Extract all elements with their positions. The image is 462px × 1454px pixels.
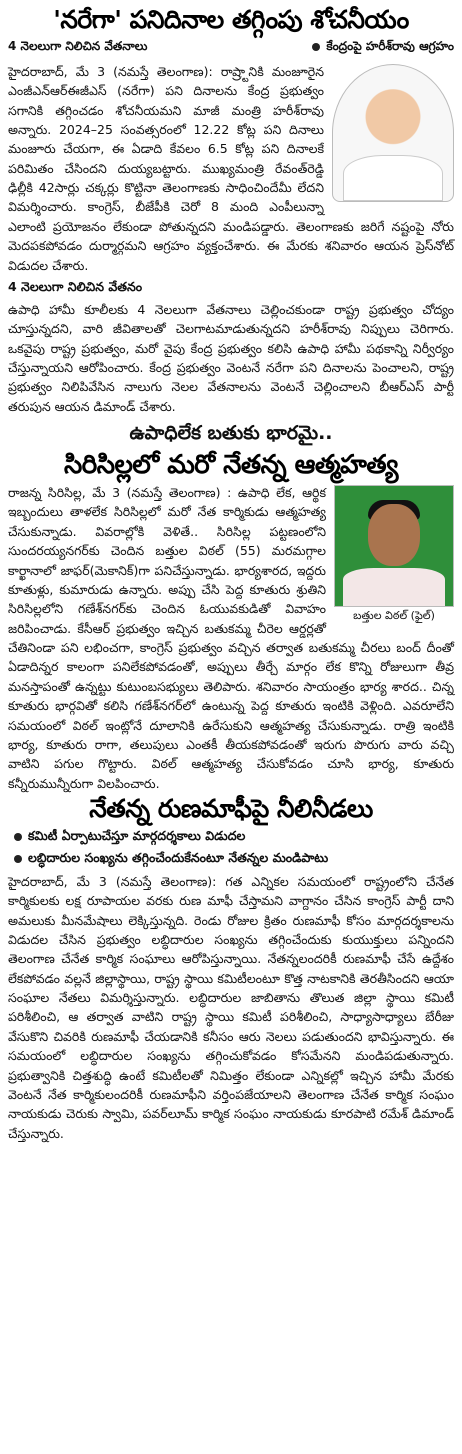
story1-photo-wrap bbox=[332, 64, 454, 202]
story2-photo-wrap bbox=[334, 485, 454, 625]
story3-headline: నేతన్న రుణమాఫీపై నీలినీడలు bbox=[89, 794, 373, 824]
bullet-icon bbox=[14, 855, 22, 863]
story1-subhead-right-wrap bbox=[312, 39, 454, 56]
bullet-icon bbox=[14, 833, 22, 841]
story2-headline: సిరిసిల్లలో మరో నేతన్న ఆత్మహత్య bbox=[64, 450, 398, 481]
story2-body: రాజన్న సిరిసిల్ల, మే 3 (నమస్తే తెలంగాణ) : ఉపాధి లేక, ఆర్థిక ఇబ్బందులు తాళలేక సిరిసిల్లలో మరో నేత కార్మికుడు ఆత్మహత్య చేసుకున్నాడు. వివరాల్లోకి వెళితే.. సిరిసిల్ల పట్టణంలోని సుందరయ్యనగర్‌కు చెందిన బత్తుల విఠల్ (55) మరమగ్గాల కార్ఖానాలో జాఫర్(మెకానిక్)గా పనిచేస్తున్నాడు. భార్యశారద, ఇద్దరు కూతుళ్లు, కుమారుడు ఉన్నారు. అప్పు చేసి పెద్ద కూతురు శ్రుతిని సిరిసిల్లలోని గణేశ్‌నగర్‌కు చెందిన ఓయువకుడితో వివాహం జరిపించాడు. కేసీఆర్ ప్రభుత్వం ఇచ్చిన బతుకమ్మ చీరెల ఆర్డర్లతో చేతినిండా పని లభించగా, కాంగ్రెస్ ప్రభుత్వం వచ్చిన తర్వాత బతుకమ్మ చీరలు బంద్ దీంతో ఏడాదిన్నర కాలంగా పనిలేకపోవడంతో, అప్పులు తీర్చే మార్గం లేక కొన్ని రోజులుగా తీవ్ర మనస్తాపంతో ఉన్నట్టు కుటుంబసభ్యులు తెలిపారు. శనివారం సాయంత్రం భార్య శారద.. చిన్న కూతురు భార్గవితో కలిసి గణేశ్‌నగర్‌లో ఉంటున్న పెద్ద కూతురు ఇంటికి వెళ్లింది. ఎవరూలేని సమయంలో విఠల్ ఇంట్లోనే దూలానికి ఉరేసుకుని ఆత్మహత్య చేసుకున్నాడు. రాత్రి ఇంటికి భార్య, కూతురు రాగా, తలుపులు ఎంతకీ తీయకపోవడంతో ఇరుగు పొరుగు వారు వచ్చి వాటిని పగుల గొట్టారు. విఠల్ ఆత్మహత్య చేసుకోవడం చూసి భార్య, కూతురు కన్నీరుమున్నీరుగా విలపించారు. bbox=[8, 485, 454, 791]
story1-subhead-right: కేంద్రంపై హరీశ్‌రావు ఆగ్రహం bbox=[326, 38, 454, 53]
story1-headline: 'నరేగా' పనిదినాల తగ్గింపు శోచనీయం bbox=[53, 5, 409, 34]
story3-bullet-text: కమిటీ ఏర్పాటుచేస్తూ మార్గదర్శకాలు విడుదల bbox=[28, 827, 246, 843]
harish-rao-photo bbox=[332, 64, 454, 202]
story1-body: హైదరాబాద్, మే 3 (నమస్తే తెలంగాణ): రాష్ర్టానికి మంజూరైన ఎంజీఎన్‌ఆర్‌ఈజీఎస్ (నరేగా) పని దినాలను కేంద్ర ప్రభుత్వం సగానికి తగ్గించడం శోచనీయమని మాజీ మంత్రి హరీశ్‌రావు అన్నారు. 2024–25 సంవత్సరంలో 12.22 కోట్ల పని దినాలు మంజూరు చేయగా, ఈ ఏడాది కేవలం 6.5 కోట్ల పని దినాలకే పరిమితం చేసిందని దుయ్యబట్టారు. ముఖ్యమంత్రి రేవంత్‌రెడ్డి ఢిల్లీకి 42సార్లు చక్కర్లు కొట్టినా తెలంగాణకు సాధించిందేమీ లేదని విమర్శించారు. కాంగ్రెస్, బీజేపీకి చెరో 8 మంది ఎంపీలున్నా ఎలాంటి ప్రయోజనం లేకుండా పోతున్నదని మండిపడ్డారు. తెలంగాణకు జరిగే నష్టంపై నోరు మెదపకపోవడం దుర్మార్గమని ఆగ్రహం వ్యక్తంచేశారు. ఈ మేరకు శనివారం ఆయన ప్రెస్‌నోట్ విడుదల చేశారు. bbox=[8, 63, 454, 273]
story2-photo-caption: బత్తుల విఠల్ (ఫైల్) bbox=[353, 609, 435, 623]
story1-body2: ఉపాధి హామీ కూలీలకు 4 నెలలుగా వేతనాలు చెల్లించకుండా రాష్ట్ర ప్రభుత్వం చోద్యం చూస్తున్నదని, వారి జీవితాలతో చెలగాటమాడుతున్నదని హరీశ్‌రావు నిప్పులు చెరిగారు. ఒకవైపు రాష్ట్ర ప్రభుత్వం, మరో వైపు కేంద్ర ప్రభుత్వం కలిసి ఉపాధి హామీ పథకాన్ని నిర్వీర్యం చేస్తున్నాయని ఆరోపించారు. కేంద్ర ప్రభుత్వం వెంటనే నరేగా పని దినాలను పెంచాలని, రాష్ట్ర ప్రభుత్వం నిలిపివేసిన నాలుగు నెలల వేతనాలను వెంటనే చెల్లించాలని బీఆర్‌ఎస్ పార్టీ తరుపున ఆయన డిమాండ్ చేశారు. bbox=[8, 301, 454, 414]
story3-body: హైదరాబాద్, మే 3 (నమస్తే తెలంగాణ): గత ఎన్నికల సమయంలో రాష్ట్రంలోని చేనేత కార్మికులకు లక్ష రూపాయల వరకు రుణ మాఫీ చేస్తామని వాగ్దానం చేసిన కాంగ్రెస్ పార్టీ దాని అమలుకు మీనమేషాలు లెక్కిస్తున్నది. రెండు రోజుల క్రితం రుణమాఫీ కోసం మార్గదర్శకాలను విడుదల చేసిన ప్రభుత్వం లబ్ధిదారుల సంఖ్యను తగ్గించేందుకు కుయుక్తులు పన్నిందని తెలంగాణ చేనేత కార్మిక సంఘాలు ఆరోపిస్తున్నాయి. నేతన్నలందరికీ రుణమాఫీ చేసే ఉద్దేశం లేకపోవడం వల్లనే జిల్లాస్థాయి, రాష్ట్ర స్థాయి కమిటీలంటూ కొత్త నాటకానికి తెరతీసిందని ఆయా సంఘాల నేతలు విమర్శిస్తున్నారు. లబ్ధిదారుల జాబితాను తొలుత జిల్లా స్థాయి కమిటీ పరిశీలించి, ఆ తర్వాత వాటిని రాష్ట్ర స్థాయి కమిటీ పరిశీలించి, సాధ్యాసాధ్యాలు బేరీజు వేసుకొని చివరికి రుణమాఫీ చేయడానికి కనీసం ఆరు నెలలు పడుతుందని భావిస్తున్నారు. ఈ సమయంలో లబ్ధిదారుల సంఖ్యను తగ్గించుకోవడం కోసమేనని మండిపడుతున్నారు. ప్రభుత్వానికి చిత్తశుద్ధి ఉంటే కమిటీలతో నిమిత్తం లేకుండా ఎన్నికల్లో ఇచ్చిన హామీ మేరకు వెంటనే నేత కార్మికులందరికీ రుణమాఫీని వర్తింపజేయాలని తెలంగాణ చేనేత కార్మిక సంఘం నాయకుడు చెరుకు స్వామి, పవర్‌లూమ్ కార్మిక సంఘం నాయకుడు కూరపాటి రమేశ్ డిమాండ్ చేస్తున్నారు. bbox=[8, 873, 454, 1141]
story1-subhead-left: 4 నెలలుగా నిలిచిన వేతనాలు bbox=[8, 38, 148, 53]
story3-bullet-2 bbox=[14, 850, 454, 869]
story3-bullet-text: లబ్ధిదారుల సంఖ్యను తగ్గించేందుకేనంటూ నేతన్నల మండిపాటు bbox=[28, 849, 329, 865]
story1-subheads bbox=[8, 39, 454, 56]
story2-kicker: ఉపాధిలేక బతుకు భారమై.. bbox=[129, 422, 333, 445]
story-loan-waiver bbox=[8, 795, 454, 1143]
story-nrega bbox=[8, 6, 454, 416]
bullet-icon bbox=[312, 43, 320, 51]
story-sircilla bbox=[8, 422, 454, 793]
story1-para-head: 4 నెలలుగా నిలిచిన వేతనం bbox=[8, 278, 143, 294]
story3-bullet-1 bbox=[14, 828, 454, 847]
vittal-photo bbox=[334, 485, 454, 607]
